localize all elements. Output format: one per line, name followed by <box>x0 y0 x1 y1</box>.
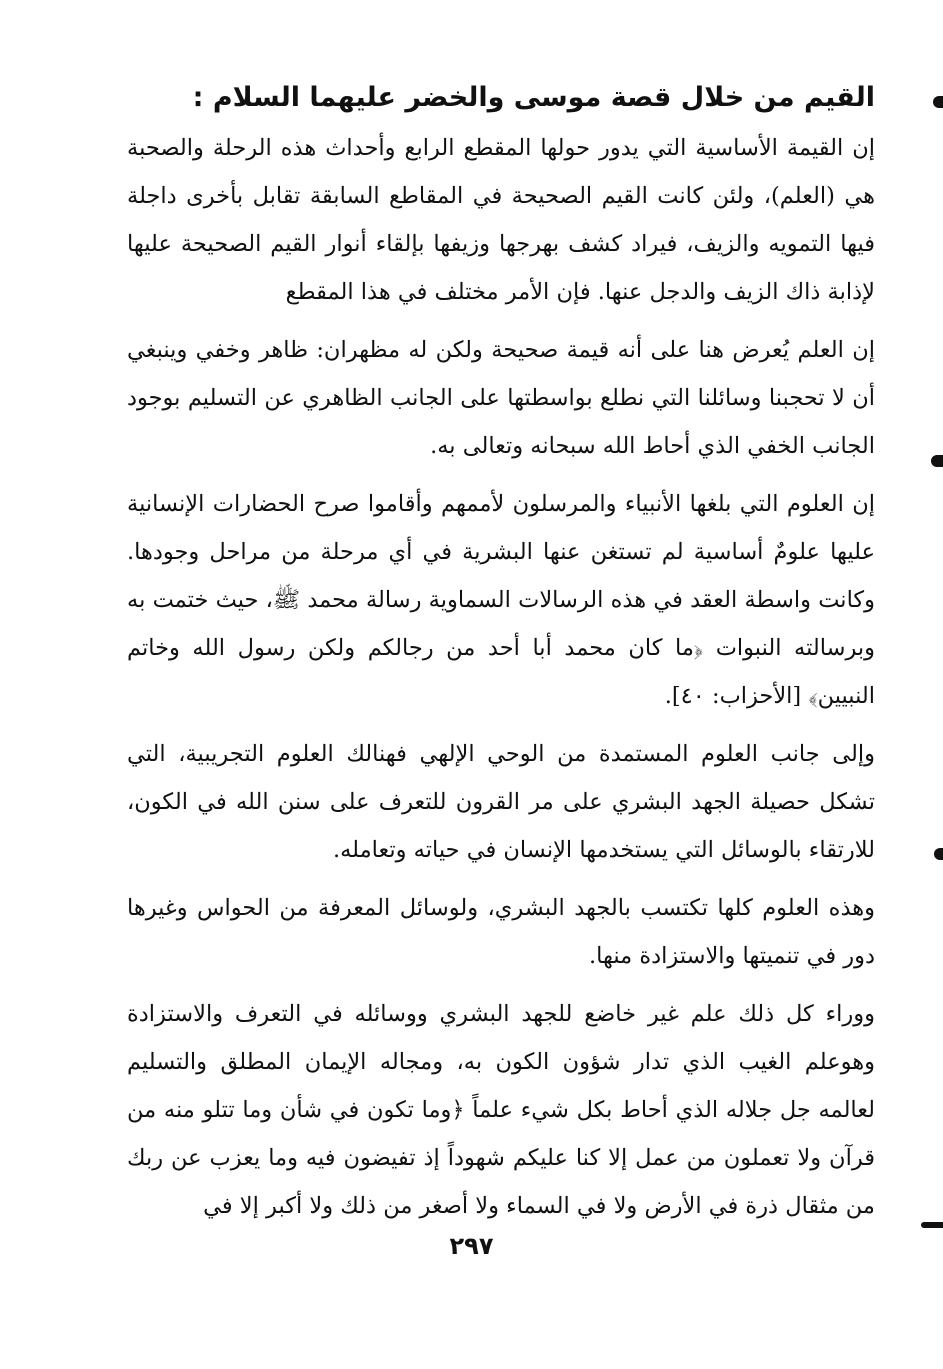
body-text <box>127 124 875 1230</box>
paragraph-2: إن العلم يُعرض هنا على أنه قيمة صحيحة ولكن له مظهران: ظاهر وخفي وينبغي أن لا تحجبنا وسائلنا التي نطلع بواسطتها على الجانب الظاهري عن التسليم بوجود الجانب الخفي الذي أحاط الله سبحانه وتعالى به. <box>127 337 875 459</box>
scan-edge-mark <box>933 96 943 108</box>
paragraph-6: ووراء كل ذلك علم غير خاضع للجهد البشري ووسائله في التعرف والاستزادة وهوعلم الغيب الذي تدار شؤون الكون به، ومجاله الإيمان المطلق والتسليم لعالمه جل جلاله الذي أحاط بكل شيء علماً ﴿وما تكون في شأن وما تتلو منه من قرآن ولا تعملون من عمل إلا كنا عليكم شهوداً إذ تفيضون فيه وما يعزب عن ربك من مثقال ذرة في الأرض ولا في السماء ولا أصغر من ذلك ولا أكبر إلا في <box>127 1001 875 1219</box>
paragraph-1: إن القيمة الأساسية التي يدور حولها المقطع الرابع وأحداث هذه الرحلة والصحبة هي (العلم)، ولئن كانت القيم الصحيحة في المقاطع السابقة تقابل بأخرى داجلة فيها التمويه والزيف، فيراد كشف بهرجها وزيفها بإلقاء أنوار القيم الصحيحة عليها لإذابة ذاك الزيف والدجل عنها. فإن الأمر مختلف في هذا المقطع <box>127 135 875 305</box>
paragraph-4: وإلى جانب العلوم المستمدة من الوحي الإلهي فهنالك العلوم التجريبية، التي تشكل حصيلة الجهد البشري على مر القرون للتعرف على سنن الله في الكون، للارتقاء بالوسائل التي يستخدمها الإنسان في حياته وتعامله. <box>127 741 875 863</box>
section-heading: القيم من خلال قصة موسى والخضر عليهما السلام : <box>192 82 875 113</box>
paragraph-5: وهذه العلوم كلها تكتسب بالجهد البشري، ولوسائل المعرفة من الحواس وغيرها دور في تنميتها والاستزادة منها. <box>127 895 875 969</box>
scan-edge-mark <box>934 848 943 860</box>
scan-edge-mark <box>921 1222 943 1228</box>
scan-edge-mark <box>931 455 943 467</box>
page-number: ٢٩٧ <box>449 1232 494 1260</box>
paragraph-3: إن العلوم التي بلغها الأنبياء والمرسلون لأممهم وأقاموا صرح الحضارات الإنسانية عليها علومٌ أساسية لم تستغن عنها البشرية في أي مرحلة من مراحل وجودها. وكانت واسطة العقد في هذه الرسالات السماوية رسالة محمد ﷺ، حيث ختمت به وبرسالته النبوات ﴿ما كان محمد أبا أحد من رجالكم ولكن رسول الله وخاتم النبيين﴾ [الأحزاب: ٤٠]. <box>127 491 875 709</box>
